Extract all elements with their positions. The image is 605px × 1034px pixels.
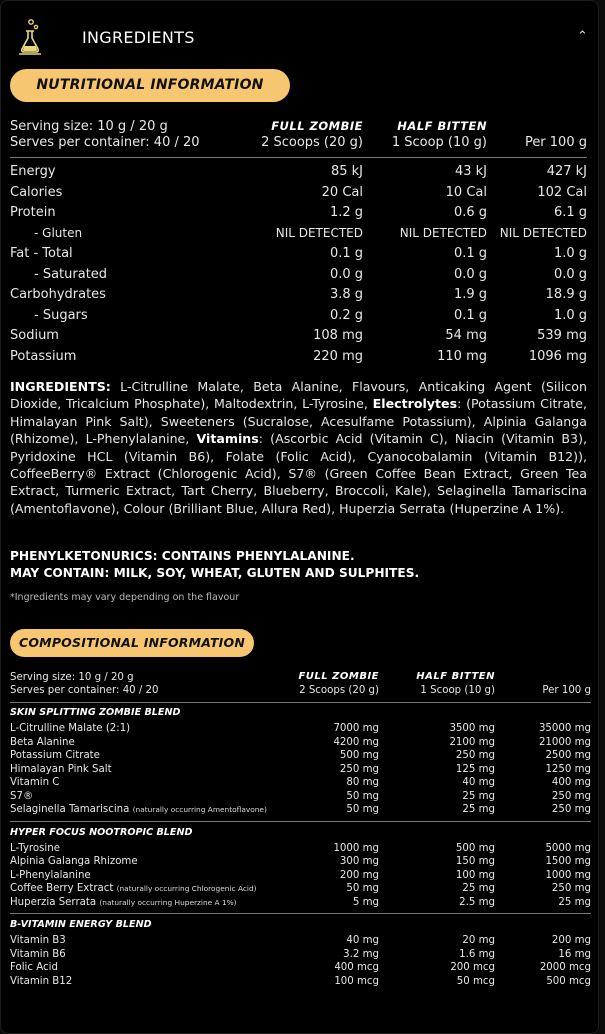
accordion-title: INGREDIENTS <box>82 28 195 47</box>
table-row <box>10 791 591 805</box>
nutrient-value: 0.0 g <box>453 266 487 282</box>
ingredient-label: L-Tyrosine <box>10 842 60 854</box>
ingredient-value: 250 mg <box>551 883 591 894</box>
nutrient-value: 1096 mg <box>528 348 587 364</box>
ingredient-name <box>10 976 72 987</box>
ingredient-value: 25 mg <box>462 883 495 894</box>
flavour-note: *Ingredients may vary depending on the flavour <box>10 592 240 603</box>
column-full-zombie: FULL ZOMBIE <box>271 119 363 133</box>
accordion-header[interactable] <box>1 15 599 59</box>
nutrient-value: NIL DETECTED <box>399 225 487 240</box>
nutrient-value: 220 mg <box>313 348 363 364</box>
table-row <box>10 723 591 737</box>
nutrient-value: 0.0 g <box>553 266 587 282</box>
ingredient-value: 500 mg <box>455 842 495 854</box>
ingredient-name <box>10 723 130 734</box>
nutrient-value: 3.8 g <box>329 287 363 302</box>
ingredient-label: Huperzia Serrata <box>10 896 97 908</box>
ingredient-label: Himalayan Pink Salt <box>10 763 112 775</box>
table-row <box>10 183 587 204</box>
nutrient-name: - Sugars <box>34 307 88 323</box>
table-row <box>10 949 591 963</box>
column-half-bitten-serve: 1 Scoop (10 g) <box>391 135 487 150</box>
column-half-bitten: HALF BITTEN <box>416 671 495 682</box>
ingredient-value: 125 mg <box>455 763 495 775</box>
nutrient-value: 0.1 g <box>453 307 487 323</box>
table-row <box>10 750 591 764</box>
column-half-bitten-serve: 1 Scoop (10 g) <box>420 685 495 696</box>
table-row <box>10 883 591 897</box>
blend-title: B-VITAMIN ENERGY BLEND <box>10 919 152 930</box>
table-row <box>10 856 591 870</box>
nutritional-heading: NUTRITIONAL INFORMATION <box>10 69 290 102</box>
ingredient-name <box>10 843 60 854</box>
ingredient-name <box>10 856 138 867</box>
ingredient-note: (naturally occurring Amentoflavone) <box>132 805 267 814</box>
ingredient-value: 25 mg <box>462 804 495 815</box>
ingredient-name <box>10 897 237 908</box>
ingredient-value: 40 mg <box>462 777 495 788</box>
table-row <box>10 347 587 368</box>
ingredient-label: L-Phenylalanine <box>10 869 91 881</box>
ingredient-value: 80 mg <box>346 777 379 788</box>
ingredient-value: 20 mg <box>462 935 495 946</box>
nutrient-value: 43 kJ <box>454 164 487 179</box>
table-row <box>10 897 591 911</box>
ingredient-label: Potassium Citrate <box>10 750 100 761</box>
ingredient-label: Vitamin B12 <box>10 975 73 987</box>
table-row <box>10 976 591 990</box>
nutrient-value: 0.6 g <box>453 205 487 220</box>
nutrient-value: NIL DETECTED <box>275 225 363 240</box>
ingredient-value: 250 mg <box>551 804 591 815</box>
ingredient-value: 1250 mg <box>545 763 591 775</box>
table-row <box>10 162 587 183</box>
composition-serving-row <box>10 672 591 698</box>
table-row <box>10 285 587 306</box>
nutrient-name: Potassium <box>10 348 77 364</box>
ingredient-value: 2.5 mg <box>459 896 495 908</box>
flask-icon <box>17 19 43 55</box>
ingredient-value: 35000 mg <box>538 723 591 734</box>
ingredient-name <box>10 870 91 881</box>
nutrient-value: 0.0 g <box>329 266 363 282</box>
ingredient-label: Coffee Berry Extract <box>10 883 114 894</box>
nutrient-value: 539 mg <box>537 328 587 343</box>
ingredient-value: 2000 mcg <box>539 962 591 973</box>
ingredient-value: 25 mg <box>558 896 591 908</box>
table-row <box>10 244 587 265</box>
blend-title: SKIN SPLITTING ZOMBIE BLEND <box>10 707 181 718</box>
table-row <box>10 777 591 791</box>
column-per-100g: Per 100 g <box>542 685 591 696</box>
nutrient-name: Energy <box>10 164 56 179</box>
column-half-bitten: HALF BITTEN <box>397 119 487 133</box>
ingredient-value: 50 mg <box>346 804 379 815</box>
ingredient-label: Folic Acid <box>10 962 58 973</box>
nutrient-value: 102 Cal <box>537 184 587 200</box>
ingredient-value: 200 mg <box>339 869 379 881</box>
nutrient-value: 20 Cal <box>321 184 363 200</box>
table-row <box>10 326 587 347</box>
divider <box>10 702 591 703</box>
ingredient-value: 25 mg <box>462 790 495 802</box>
table-row <box>10 962 591 976</box>
nutrient-value: 427 kJ <box>546 164 587 179</box>
column-full-zombie: FULL ZOMBIE <box>298 671 379 682</box>
ingredient-value: 400 mg <box>551 777 591 788</box>
column-full-zombie-serve: 2 Scoops (20 g) <box>261 135 363 150</box>
nutrient-name: Fat - Total <box>10 246 73 261</box>
nutrient-name: Sodium <box>10 328 59 343</box>
nutrient-value: 1.9 g <box>453 287 487 302</box>
nutrient-value: 18.9 g <box>545 287 587 302</box>
ingredient-name <box>10 804 267 815</box>
ingredient-label: Selaginella Tamariscina <box>10 804 130 815</box>
nutrient-value: NIL DETECTED <box>499 225 587 240</box>
divider <box>10 821 591 822</box>
nutrient-value: 0.1 g <box>329 246 363 261</box>
divider <box>10 913 591 914</box>
ingredient-label: Vitamin C <box>10 777 60 788</box>
ingredient-value: 200 mg <box>551 935 591 946</box>
nutrient-value: 108 mg <box>313 328 363 343</box>
ingredient-value: 2500 mg <box>545 750 591 761</box>
ingredient-value: 500 mg <box>339 750 379 761</box>
table-row <box>10 203 587 224</box>
serving-size: Serving size: 10 g / 20 g <box>10 119 168 134</box>
column-per-100g: Per 100 g <box>524 135 587 150</box>
ingredient-value: 5000 mg <box>545 842 591 854</box>
nutrient-value: 0.1 g <box>453 246 487 261</box>
nutrient-value: 1.0 g <box>553 307 587 323</box>
ingredient-value: 16 mg <box>558 948 591 960</box>
nutrient-name: Protein <box>10 205 56 220</box>
table-row <box>10 764 591 778</box>
servings-per-container: Serves per container: 40 / 20 <box>10 135 200 150</box>
ingredient-label: Vitamin B3 <box>10 935 66 946</box>
ingredient-value: 250 mg <box>339 763 379 775</box>
ingredient-name <box>10 935 66 946</box>
ingredient-value: 100 mcg <box>334 975 379 987</box>
table-row <box>10 265 587 286</box>
ingredient-name <box>10 737 75 748</box>
ingredient-value: 150 mg <box>455 856 495 867</box>
nutrient-value: 6.1 g <box>553 205 587 220</box>
table-row <box>10 843 591 857</box>
ingredient-value: 1000 mg <box>545 869 591 881</box>
ingredient-value: 2100 mg <box>449 736 495 748</box>
nutrient-value: 0.2 g <box>329 307 363 323</box>
ingredient-value: 250 mg <box>455 750 495 761</box>
nutrition-serving-row <box>10 119 587 151</box>
nutrient-name: - Saturated <box>34 266 108 282</box>
allergen-warning: PHENYLKETONURICS: CONTAINS PHENYLALANINE. MAY CONTAIN: MILK, SOY, WHEAT, GLUTEN AND SULPHITES. <box>10 549 420 580</box>
ingredient-value: 3.2 mg <box>343 948 379 960</box>
ingredient-note: (naturally occurring Huperzine A 1%) <box>99 897 237 907</box>
ingredient-label: Alpinia Galanga Rhizome <box>10 856 138 867</box>
ingredient-value: 400 mcg <box>334 962 379 973</box>
nutrient-value: 54 mg <box>445 328 487 343</box>
ingredient-value: 50 mg <box>346 883 379 894</box>
table-row <box>10 224 587 245</box>
ingredient-name <box>10 764 112 775</box>
table-row <box>10 870 591 884</box>
ingredient-name <box>10 883 257 894</box>
divider <box>10 157 587 158</box>
ingredient-name <box>10 791 33 802</box>
ingredient-value: 250 mg <box>551 790 591 802</box>
blend-title: HYPER FOCUS NOOTROPIC BLEND <box>10 826 193 838</box>
ingredient-label: L-Citrulline Malate (2:1) <box>10 723 131 734</box>
composition-table <box>10 672 591 989</box>
ingredient-name <box>10 949 66 960</box>
ingredient-name <box>10 962 58 973</box>
ingredients-text: INGREDIENTS: L-Citrulline Malate, Beta Alanine, Flavours, Anticaking Agent (Silicon Dioxide, Tricalcium Phosphate), Maltodextrin, L-Tyrosine, Electrolytes: (Potassium Citrate, Himalayan Pink Salt), Sweeteners (Sucralose, Acesulfame Potassium), Alpinia Galanga (Rhizome), L-Phenylalanine, Vitamins: (Ascorbic Acid (Vitamin C), Niacin (Vitamin B3), Pyridoxine HCL (Vitamin B6), Folate (Folic Acid), Cyanocobalamin (Vitamin B12)), CoffeeBerry® Extract (Chlorogenic Acid), S7® (Green Coffee Bean Extract, Green Tea Extract, Turmeric Extract, Tart Cherry, Blueberry, Broccoli, Kale), Selaginella Tamariscina (Amentoflavone), Colour (Brilliant Blue, Allura Red), Huperzia Serrata (Huperzine A 1%). <box>10 379 587 516</box>
nutrient-name: Calories <box>10 184 63 200</box>
ingredient-label: Vitamin B6 <box>10 948 66 960</box>
chevron-up-icon[interactable]: ⌃ <box>577 29 588 44</box>
nutrient-value: 110 mg <box>437 348 487 364</box>
nutrient-value: 1.0 g <box>553 246 587 261</box>
nutrient-value: 10 Cal <box>445 184 487 200</box>
table-row <box>10 935 591 949</box>
ingredient-value: 1000 mg <box>333 842 379 854</box>
ingredient-value: 40 mg <box>346 935 379 946</box>
ingredient-value: 50 mg <box>346 790 379 802</box>
servings-per-container: Serves per container: 40 / 20 <box>10 685 159 696</box>
ingredient-value: 3500 mg <box>449 723 495 734</box>
serving-size: Serving size: 10 g / 20 g <box>10 672 134 683</box>
compositional-heading: COMPOSITIONAL INFORMATION <box>10 629 254 657</box>
nutrient-name: Carbohydrates <box>10 287 106 302</box>
nutrient-value: 85 kJ <box>330 164 363 179</box>
ingredient-value: 7000 mg <box>333 723 379 734</box>
table-row <box>10 306 587 327</box>
table-row <box>10 737 591 751</box>
ingredient-value: 5 mg <box>352 896 379 908</box>
nutrition-table <box>10 119 587 367</box>
ingredient-note: (naturally occurring Chlorogenic Acid) <box>116 884 257 893</box>
ingredient-value: 1.6 mg <box>459 948 495 960</box>
ingredient-name <box>10 777 59 788</box>
table-row <box>10 804 591 818</box>
nutrient-value: 1.2 g <box>329 205 363 220</box>
ingredient-value: 200 mcg <box>450 962 495 973</box>
ingredient-value: 500 mcg <box>546 975 591 987</box>
column-full-zombie-serve: 2 Scoops (20 g) <box>299 685 379 696</box>
ingredient-label: S7® <box>10 790 34 802</box>
ingredient-name <box>10 750 100 761</box>
ingredient-value: 4200 mg <box>333 736 379 748</box>
ingredient-value: 50 mcg <box>456 975 495 987</box>
ingredient-value: 21000 mg <box>538 736 591 748</box>
ingredient-label: Beta Alanine <box>10 736 75 748</box>
ingredient-value: 100 mg <box>455 869 495 881</box>
ingredient-value: 300 mg <box>339 856 379 867</box>
nutrient-name: - Gluten <box>34 225 83 240</box>
ingredient-value: 1500 mg <box>545 856 591 867</box>
